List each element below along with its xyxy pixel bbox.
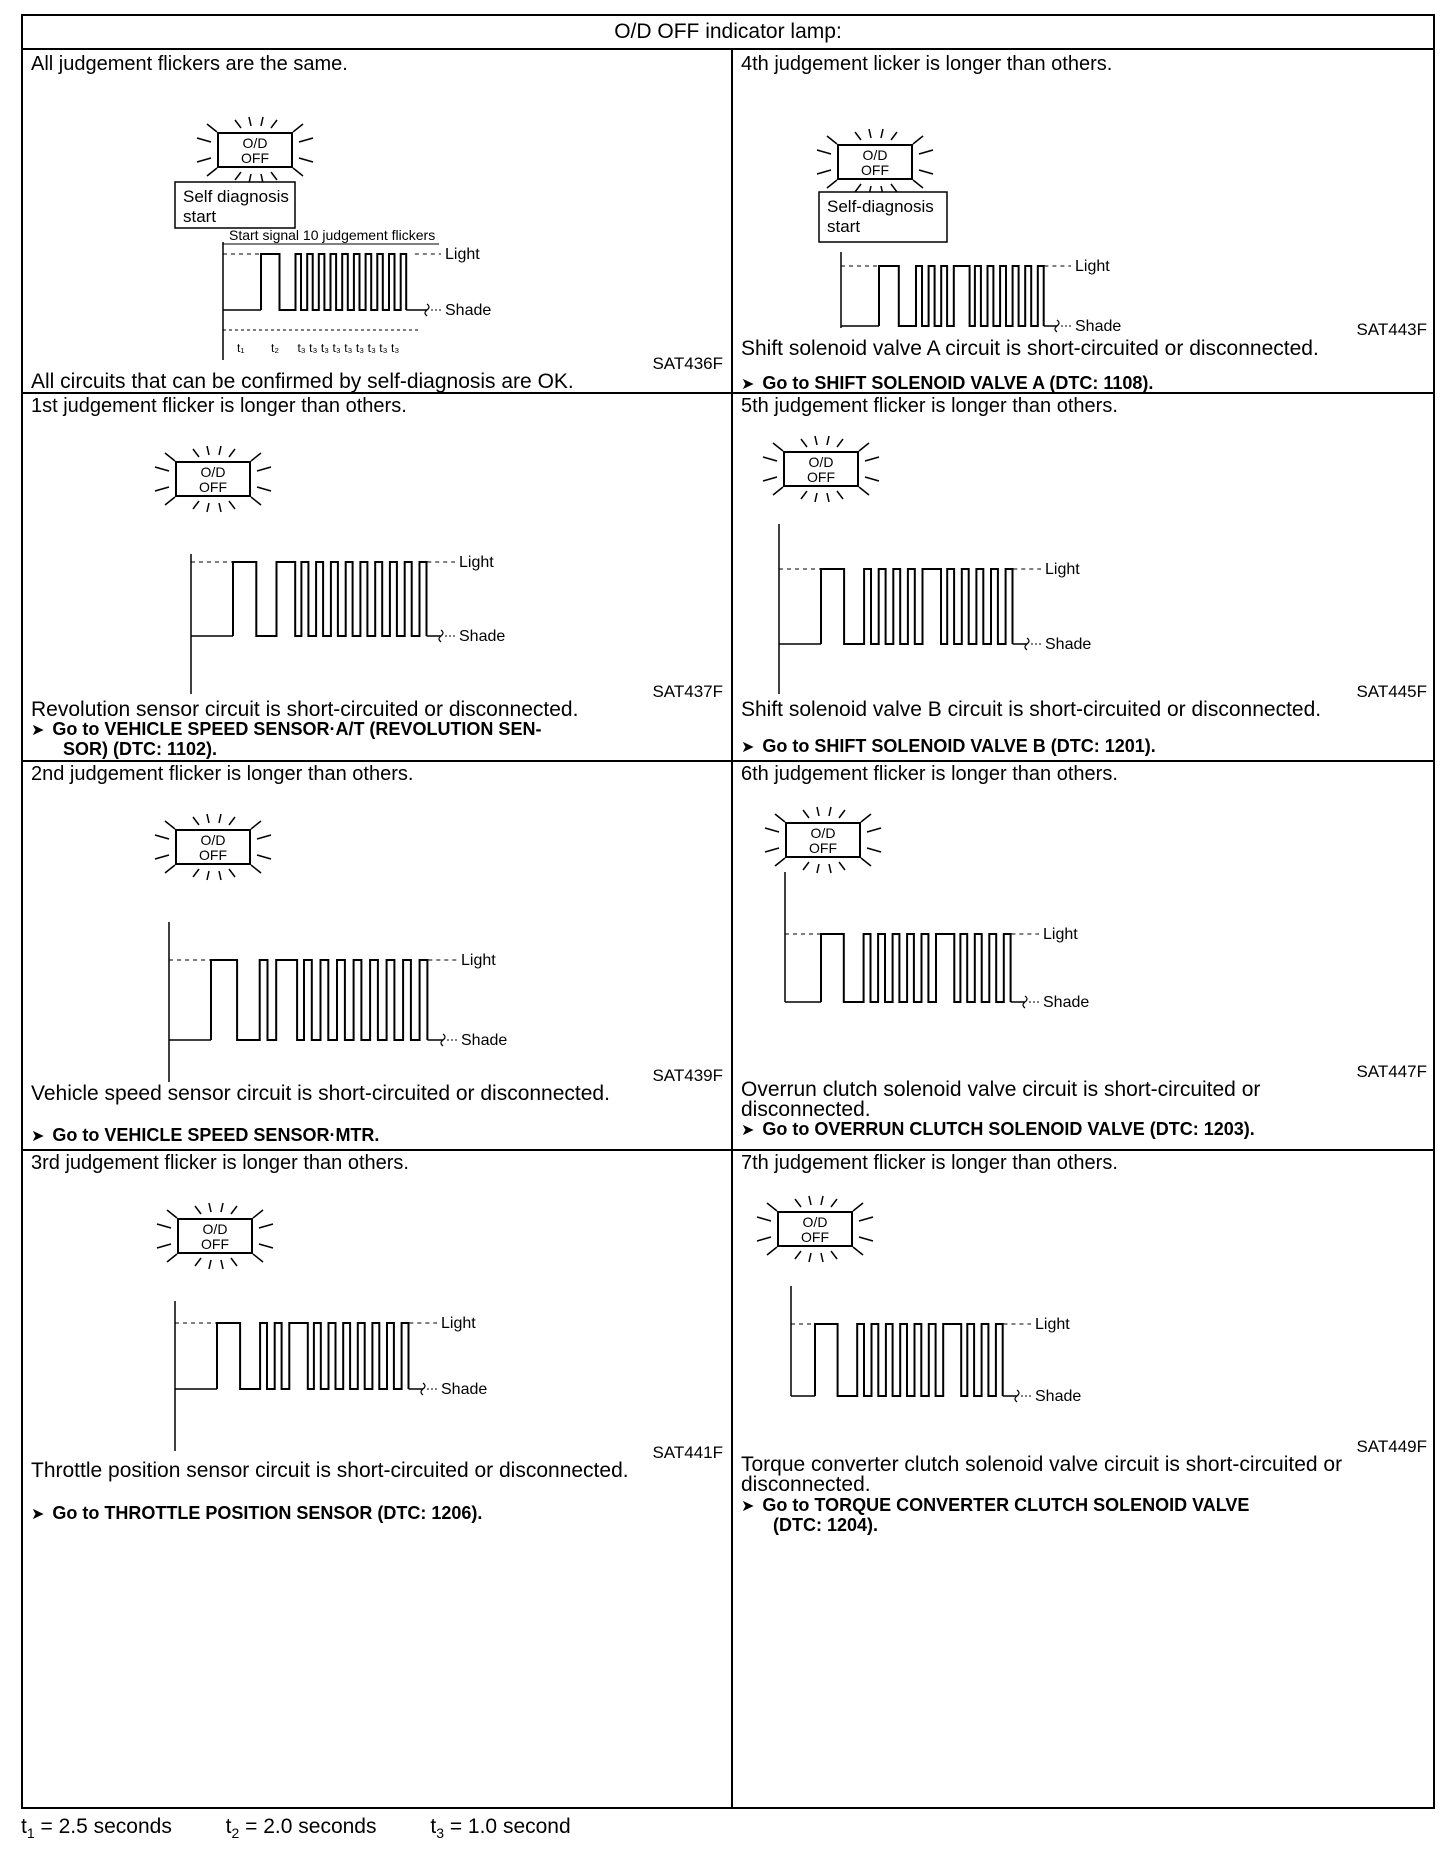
judgement-cell <box>23 52 731 392</box>
lamp-ray-icon <box>299 138 313 142</box>
lamp-ray-icon <box>869 129 871 138</box>
lamp-ray-icon <box>865 477 879 481</box>
arrow-right-icon: ➤ <box>741 376 755 392</box>
flicker-diagram <box>23 762 731 1082</box>
lamp-ray-icon <box>865 457 879 461</box>
lamp-ray-icon <box>249 117 251 126</box>
figure-code: SAT443F <box>1356 320 1427 339</box>
lamp-ray-icon <box>919 150 933 154</box>
result-text: Overrun clutch solenoid valve circuit is short-circuited or disconnected. <box>741 1078 1261 1121</box>
lamp-ray-icon <box>195 1206 201 1214</box>
judgement-cell <box>23 394 731 760</box>
lamp-ray-icon <box>765 828 779 832</box>
time-tick-label: t₂ <box>271 341 279 355</box>
lamp-ray-icon <box>221 1260 223 1269</box>
lamp-ray-icon <box>891 132 897 140</box>
figure-code: SAT437F <box>652 682 723 701</box>
lamp-label-line1: O/D <box>808 454 834 470</box>
arrow-right-icon: ➤ <box>31 1506 45 1523</box>
shade-label: Shade <box>441 1381 488 1398</box>
flicker-diagram <box>23 52 731 355</box>
table-title: O/D OFF indicator lamp: <box>23 16 1433 50</box>
flicker-waveform <box>217 1323 409 1389</box>
lamp-ray-icon <box>763 457 777 461</box>
legend-t3: $t_3 = 1.0$ second <box>430 1815 571 1842</box>
lamp-ray-icon <box>795 1251 801 1259</box>
cell-heading: 5th judgement flicker is longer than others. <box>741 395 1118 417</box>
lamp-ray-icon <box>253 1254 263 1262</box>
lamp-ray-icon <box>801 491 807 499</box>
lamp-ray-icon <box>913 180 923 188</box>
time-tick-label: t₃ <box>297 341 306 355</box>
lamp-ray-icon <box>219 814 221 823</box>
lamp-ray-icon <box>207 871 209 880</box>
lamp-ray-icon <box>867 828 881 832</box>
lamp-ray-icon <box>763 477 777 481</box>
light-label: Light <box>1035 1316 1070 1333</box>
lamp-ray-icon <box>829 807 831 816</box>
shade-label: Shade <box>1045 636 1092 653</box>
time-tick-label: t₃ <box>344 341 353 355</box>
lamp-label-line1: O/D <box>200 832 226 848</box>
action-link[interactable]: ➤ Go to OVERRUN CLUTCH SOLENOID VALVE (DTC: 1203). <box>741 1119 1255 1139</box>
lamp-ray-icon <box>839 810 845 818</box>
lamp-ray-icon <box>257 835 271 839</box>
lamp-ray-icon <box>207 168 217 176</box>
lamp-ray-icon <box>831 1251 837 1259</box>
lamp-ray-icon <box>207 814 209 823</box>
lamp-ray-icon <box>157 1244 171 1248</box>
lamp-ray-icon <box>817 807 819 816</box>
lamp-ray-icon <box>221 1203 223 1212</box>
light-label: Light <box>461 952 496 969</box>
lamp-ray-icon <box>855 184 861 192</box>
lamp-ray-icon <box>251 821 261 829</box>
judgement-cell <box>733 52 1435 392</box>
lamp-ray-icon <box>253 1210 263 1218</box>
arrow-right-icon: ➤ <box>741 1122 755 1139</box>
action-link[interactable]: ➤ Go to VEHICLE SPEED SENSOR·MTR. <box>31 1125 380 1145</box>
lamp-ray-icon <box>293 168 303 176</box>
lamp-ray-icon <box>229 449 235 457</box>
lamp-ray-icon <box>165 497 175 505</box>
lamp-ray-icon <box>817 170 831 174</box>
cell-heading: All judgement flickers are the same. <box>31 53 348 75</box>
figure-code: SAT445F <box>1356 682 1427 701</box>
time-legend <box>21 1814 619 1846</box>
time-tick-label: t₃ <box>309 341 318 355</box>
lamp-ray-icon <box>231 1258 237 1266</box>
arrow-right-icon: ➤ <box>31 722 45 739</box>
lamp-ray-icon <box>831 1199 837 1207</box>
flicker-waveform <box>233 562 427 636</box>
lamp-ray-icon <box>859 1217 873 1221</box>
shade-label: Shade <box>461 1032 508 1049</box>
lamp-ray-icon <box>257 855 271 859</box>
lamp-ray-icon <box>837 491 843 499</box>
lamp-ray-icon <box>193 869 199 877</box>
lamp-label-line1: O/D <box>802 1214 828 1230</box>
result-text: Vehicle speed sensor circuit is short-circuited or disconnected. <box>31 1082 610 1105</box>
figure-code: SAT447F <box>1356 1062 1427 1081</box>
light-label: Light <box>1043 926 1078 943</box>
self-diagnosis-label-line1: Self-diagnosis <box>827 197 934 216</box>
lamp-label-line1: O/D <box>810 825 836 841</box>
lamp-ray-icon <box>157 1224 171 1228</box>
lamp-label-line2: OFF <box>199 847 227 863</box>
lamp-ray-icon <box>815 493 817 502</box>
lamp-label-line2: OFF <box>861 162 889 178</box>
figure-code: SAT449F <box>1356 1437 1427 1456</box>
lamp-ray-icon <box>859 443 869 451</box>
cell-heading: 6th judgement flicker is longer than others. <box>741 763 1118 785</box>
time-tick-label: t₁ <box>237 341 245 355</box>
lamp-ray-icon <box>803 810 809 818</box>
lamp-ray-icon <box>809 1253 811 1262</box>
lamp-ray-icon <box>207 446 209 455</box>
lamp-ray-icon <box>767 1247 777 1255</box>
lamp-ray-icon <box>229 869 235 877</box>
lamp-ray-icon <box>259 1244 273 1248</box>
lamp-ray-icon <box>757 1237 771 1241</box>
lamp-ray-icon <box>257 487 271 491</box>
lamp-ray-icon <box>193 817 199 825</box>
lamp-ray-icon <box>913 136 923 144</box>
judgement-cell <box>23 1151 731 1809</box>
figure-code: SAT441F <box>652 1443 723 1462</box>
legend-t2: $t_2 = 2.0$ seconds <box>225 1815 377 1842</box>
shade-label: Shade <box>1043 994 1090 1011</box>
result-text: Shift solenoid valve A circuit is short-circuited or disconnected. <box>741 337 1319 360</box>
lamp-ray-icon <box>919 170 933 174</box>
self-diagnosis-label-line2: start <box>827 217 861 236</box>
time-tick-label: t₃ <box>332 341 341 355</box>
lamp-ray-icon <box>155 835 169 839</box>
lamp-ray-icon <box>775 858 785 866</box>
flicker-waveform <box>879 266 1044 326</box>
lamp-ray-icon <box>881 129 883 138</box>
lamp-ray-icon <box>251 453 261 461</box>
action-link[interactable]: ➤ Go to VEHICLE SPEED SENSOR·A/T (REVOLUTION SEN- SOR) (DTC: 1102). <box>31 719 542 759</box>
light-label: Light <box>1045 561 1080 578</box>
lamp-ray-icon <box>165 865 175 873</box>
shade-label: Shade <box>1035 1388 1082 1405</box>
lamp-ray-icon <box>197 158 211 162</box>
lamp-ray-icon <box>165 821 175 829</box>
lamp-ray-icon <box>299 158 313 162</box>
shade-label: Shade <box>459 628 506 645</box>
lamp-label-line1: O/D <box>200 464 226 480</box>
lamp-ray-icon <box>803 862 809 870</box>
lamp-ray-icon <box>837 439 843 447</box>
lamp-ray-icon <box>197 138 211 142</box>
lamp-ray-icon <box>773 443 783 451</box>
flicker-diagram <box>733 52 1435 352</box>
lamp-ray-icon <box>773 487 783 495</box>
lamp-ray-icon <box>817 864 819 873</box>
light-label: Light <box>445 246 480 263</box>
lamp-label-line2: OFF <box>201 1236 229 1252</box>
arrow-right-icon: ➤ <box>31 1128 45 1145</box>
light-label: Light <box>459 554 494 571</box>
lamp-ray-icon <box>861 858 871 866</box>
lamp-label-line2: OFF <box>241 150 269 166</box>
start-signal-label: Start signal 10 judgement flickers <box>229 227 436 243</box>
lamp-ray-icon <box>207 503 209 512</box>
time-tick-label: t₃ <box>379 341 388 355</box>
judgement-cell <box>733 1151 1435 1809</box>
flicker-diagram <box>733 1151 1435 1481</box>
cell-heading: 7th judgement flicker is longer than others. <box>741 1152 1118 1174</box>
time-tick-label: t₃ <box>355 341 365 355</box>
flicker-diagram <box>23 394 731 694</box>
flicker-waveform <box>821 934 1011 1002</box>
light-label: Light <box>441 1315 476 1332</box>
lamp-ray-icon <box>219 446 221 455</box>
shade-label: Shade <box>1075 318 1122 335</box>
lamp-ray-icon <box>829 864 831 873</box>
figure-code: SAT436F <box>652 354 723 373</box>
lamp-ray-icon <box>155 855 169 859</box>
self-diagnosis-label-line1: Self diagnosis <box>183 187 289 206</box>
result-text: Shift solenoid valve B circuit is short-circuited or disconnected. <box>741 698 1322 721</box>
judgement-cell <box>23 762 731 1149</box>
judgement-cell <box>733 394 1435 760</box>
lamp-ray-icon <box>839 862 845 870</box>
lamp-ray-icon <box>809 1196 811 1205</box>
lamp-ray-icon <box>209 1260 211 1269</box>
lamp-ray-icon <box>155 487 169 491</box>
result-text: Revolution sensor circuit is short-circuited or disconnected. <box>31 698 579 721</box>
lamp-ray-icon <box>827 493 829 502</box>
lamp-ray-icon <box>261 117 263 126</box>
lamp-ray-icon <box>219 871 221 880</box>
lamp-ray-icon <box>859 1237 873 1241</box>
lamp-ray-icon <box>235 120 241 128</box>
action-link[interactable]: ➤ Go to SHIFT SOLENOID VALVE B (DTC: 1201). <box>741 736 1156 756</box>
lamp-ray-icon <box>827 136 837 144</box>
lamp-ray-icon <box>271 120 277 128</box>
time-tick-label: t₃ <box>367 341 376 355</box>
lamp-ray-icon <box>229 501 235 509</box>
judgement-cell <box>733 762 1435 1149</box>
lamp-ray-icon <box>815 436 817 445</box>
lamp-ray-icon <box>229 817 235 825</box>
flicker-diagram <box>733 762 1435 1082</box>
result-text: All circuits that can be confirmed by self-diagnosis are OK. <box>31 370 574 392</box>
time-tick-label: t₃ <box>391 341 400 355</box>
lamp-ray-icon <box>231 1206 237 1214</box>
lamp-label-line1: O/D <box>242 135 268 151</box>
lamp-ray-icon <box>891 184 897 192</box>
diagnosis-table <box>21 14 1435 1809</box>
lamp-ray-icon <box>193 501 199 509</box>
lamp-ray-icon <box>293 124 303 132</box>
arrow-right-icon: ➤ <box>741 1498 755 1515</box>
lamp-ray-icon <box>859 487 869 495</box>
lamp-label-line2: OFF <box>807 469 835 485</box>
lamp-ray-icon <box>193 449 199 457</box>
lamp-ray-icon <box>853 1247 863 1255</box>
lamp-ray-icon <box>853 1203 863 1211</box>
cell-heading: 1st judgement flicker is longer than others. <box>31 395 407 417</box>
lamp-ray-icon <box>209 1203 211 1212</box>
flicker-waveform <box>821 569 1013 644</box>
flicker-diagram <box>23 1151 731 1481</box>
lamp-ray-icon <box>767 1203 777 1211</box>
legend-t1: $t_1 = 2.5$ seconds <box>21 1815 172 1842</box>
lamp-label-line2: OFF <box>801 1229 829 1245</box>
figure-code: SAT439F <box>652 1066 723 1085</box>
lamp-ray-icon <box>821 1253 823 1262</box>
lamp-ray-icon <box>167 1254 177 1262</box>
arrow-right-icon: ➤ <box>741 739 755 756</box>
lamp-label-line2: OFF <box>809 840 837 856</box>
lamp-ray-icon <box>795 1199 801 1207</box>
lamp-ray-icon <box>257 467 271 471</box>
flicker-waveform <box>261 254 406 310</box>
action-link[interactable]: ➤ Go to TORQUE CONVERTER CLUTCH SOLENOID VALVE (DTC: 1204). <box>741 1495 1250 1535</box>
lamp-ray-icon <box>817 150 831 154</box>
lamp-ray-icon <box>867 848 881 852</box>
lamp-ray-icon <box>251 497 261 505</box>
flicker-waveform <box>815 1324 1003 1396</box>
lamp-ray-icon <box>165 453 175 461</box>
light-label: Light <box>1075 258 1110 275</box>
lamp-ray-icon <box>167 1210 177 1218</box>
lamp-ray-icon <box>801 439 807 447</box>
result-text: Torque converter clutch solenoid valve circuit is short-circuited or disconnected. <box>741 1453 1343 1496</box>
action-link[interactable]: ➤ Go to THROTTLE POSITION SENSOR (DTC: 1206). <box>31 1503 483 1523</box>
lamp-ray-icon <box>207 124 217 132</box>
lamp-ray-icon <box>195 1258 201 1266</box>
cell-heading: 2nd judgement flicker is longer than others. <box>31 763 414 785</box>
lamp-label-line1: O/D <box>862 147 888 163</box>
self-diagnosis-label-line2: start <box>183 207 217 226</box>
lamp-ray-icon <box>219 503 221 512</box>
lamp-label-line1: O/D <box>202 1221 228 1237</box>
lamp-ray-icon <box>765 848 779 852</box>
lamp-ray-icon <box>861 814 871 822</box>
lamp-ray-icon <box>827 180 837 188</box>
lamp-ray-icon <box>155 467 169 471</box>
flicker-waveform <box>211 960 427 1040</box>
lamp-ray-icon <box>775 814 785 822</box>
shade-label: Shade <box>445 302 492 319</box>
cell-heading: 4th judgement licker is longer than others. <box>741 53 1113 75</box>
lamp-ray-icon <box>821 1196 823 1205</box>
result-text: Throttle position sensor circuit is short-circuited or disconnected. <box>31 1459 629 1482</box>
lamp-ray-icon <box>827 436 829 445</box>
lamp-label-line2: OFF <box>199 479 227 495</box>
action-link[interactable]: ➤ Go to SHIFT SOLENOID VALVE A (DTC: 1108). <box>741 373 1154 392</box>
lamp-ray-icon <box>855 132 861 140</box>
lamp-ray-icon <box>757 1217 771 1221</box>
time-tick-label: t₃ <box>320 341 330 355</box>
lamp-ray-icon <box>251 865 261 873</box>
lamp-ray-icon <box>235 172 241 180</box>
flicker-diagram <box>733 394 1435 694</box>
cell-heading: 3rd judgement flicker is longer than others. <box>31 1152 409 1174</box>
lamp-ray-icon <box>271 172 277 180</box>
lamp-ray-icon <box>259 1224 273 1228</box>
